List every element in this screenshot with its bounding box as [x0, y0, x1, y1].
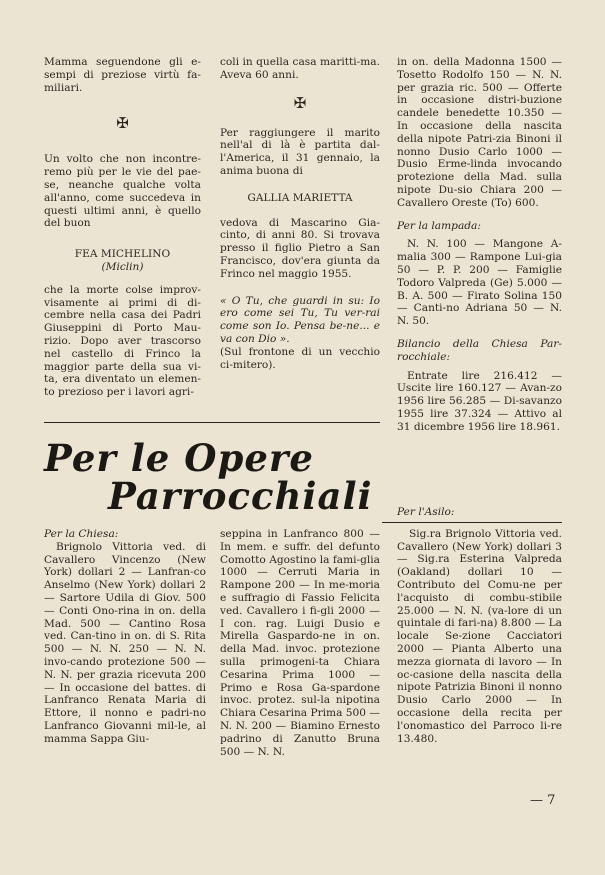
- page-number: — 7: [530, 793, 556, 808]
- divider-rule: [44, 422, 380, 423]
- cross-icon: ✠: [116, 114, 129, 133]
- deceased-name: FEA MICHELINO: [74, 248, 171, 261]
- paragraph: vedova di Mascarino Gia-cinto, di anni 80. Si trovava presso il figlio Pietro a San Francisco, dov'era giunta da Frinco nel maggio 1955.: [220, 216, 380, 280]
- section-heading-bilancio: Bilancio della Chiesa Par-rocchiale:: [397, 337, 562, 363]
- top-column-3: [397, 56, 562, 434]
- bottom-column-1: [44, 528, 206, 746]
- paragraph: Un volto che non incontre-remo più per le vie del pae-se, neanche qualche volta all'anno, come succedeva in questi ultimi anni, è quello del buon: [44, 153, 201, 230]
- paragraph: che la morte colse improv-visamente ai primi di di-cembre nella casa dei Padri Giuseppini di Porto Mau-rizio. Dopo aver trascorso nel castello di Frinco la maggior parte della sua vi-ta, era diventato un elemen-to prezioso per i lavori agri-: [44, 283, 201, 399]
- paragraph: seppina in Lanfranco 800 — In mem. e suffr. del defunto Comotto Agostino la fami-glia 1000 — Cerruti Maria in Rampone 200 — In me-moria e suffragio di Fassio Felicita ved. Cavallero i fi-gli 2000 — I con. rag. Luigi Dusio e Mirella Gaspardo-ne in on. della Mad. invoc. protezione sulla primogeni-ta Chiara Cesarina Prima 1000 — Primo e Rosa Ga-spardone invoc. protez. sul-la nipotina Chiara Cesarina Prima 500 — N. N. 200 — Biamino Ernesto padrino di Zanutto Bruna 500 — N. N.: [220, 528, 380, 758]
- paragraph: Brignolo Vittoria ved. di Cavallero Vincenzo (New York) dollari 2 — Lanfran-co Anselmo (New York) dollari 2 — Sartore Udila di Giov. 500 — Conti Ono-rina in on. della Mad. 500 — Cantino Rosa ved. Can-tino in on. di S. Rita 500 — N. N. 250 — N. N. invo-cando protezione 500 — N. N. per grazia ricevuta 200 — In occasione del battes. di Lanfranco Renata Maria di Ettore, il nonno e padri-no Lanfranco Giovanni mil-le, al mamma Sappa Giu-: [44, 540, 206, 745]
- paragraph: N. N. 100 — Mangone A-malia 300 — Rampone Lui-gia 50 — P. P. 200 — Famiglie Todoro Valpreda (Ge) 5.000 — B. A. 500 — Firato Solina 150 — Canti-no Adriana 50 — N. N. 50.: [397, 238, 562, 328]
- section-heading-lampada: Per la lampada:: [397, 219, 481, 232]
- bottom-column-2: [220, 528, 380, 758]
- top-column-1: [44, 56, 201, 399]
- article-title-line-2: Parrocchiali: [108, 474, 373, 518]
- deceased-name: GALLIA MARIETTA: [247, 191, 353, 204]
- top-column-2: [220, 56, 380, 371]
- section-heading-asilo: Per l'Asilo:: [397, 506, 455, 518]
- section-heading-chiesa: Per la Chiesa:: [44, 528, 119, 540]
- bottom-column-3: [397, 506, 562, 745]
- paragraph: Entrate lire 216.412 — Uscite lire 160.127 — Avan-zo 1956 lire 56.285 — Di-savanzo 1955 lire 37.324 — Attivo al 31 dicembre 1956 lire 18.961.: [397, 369, 562, 433]
- paragraph: Per raggiungere il marito nell'al di là è partita dal-l'America, il 31 gennaio, la anima buona di: [220, 126, 380, 177]
- article-title-line-1: Per le Opere: [44, 436, 314, 480]
- epitaph-quote: « O Tu, che guardi in su: Io ero come sei Tu, Tu ver-rai come son Io. Pensa be-ne... e va con Dio ».: [220, 294, 380, 345]
- paragraph: in on. della Madonna 1500 — Tosetto Rodolfo 150 — N. N. per grazia ric. 500 — Offerte in occasione distri-buzione candele benedette 10.350 — In occasione della nascita della nipote Patri-zia Binoni il nonno Dusio Carlo 1000 — Dusio Erme-linda invocando protezione della Mad. sulla nipote Du-sio Chiara 200 — Cavallero Oreste (To) 600.: [397, 56, 562, 209]
- paragraph: Sig.ra Brignolo Vittoria ved. Cavallero (New York) dollari 3 — Sig.ra Esterina Valpreda (Oakland) dollari 10 — Contributo del Comu-ne per l'acquisto di combu-stibile 25.000 — N. N. (va-lore di un quintale di fari-na) 8.800 — La locale Se-zione Cacciatori 2000 — Pianta Alberto una mezza giornata di lavoro — In oc-casione della nascita della nipote Patrizia Binoni il nonno Dusio Carlo 2000 — In occasione della recita per l'onomastico del Parroco li-re 13.480.: [397, 527, 562, 745]
- paragraph: coli in quella casa maritti-ma. Aveva 60 anni.: [220, 56, 380, 81]
- paragraph: Mamma seguendone gli e-sempi di preziose virtù fa-miliari.: [44, 56, 201, 94]
- cross-icon: ✠: [293, 93, 307, 112]
- epitaph-source: (Sul frontone di un vecchio ci-mitero).: [220, 345, 380, 371]
- deceased-nickname: (Miclin): [101, 260, 144, 273]
